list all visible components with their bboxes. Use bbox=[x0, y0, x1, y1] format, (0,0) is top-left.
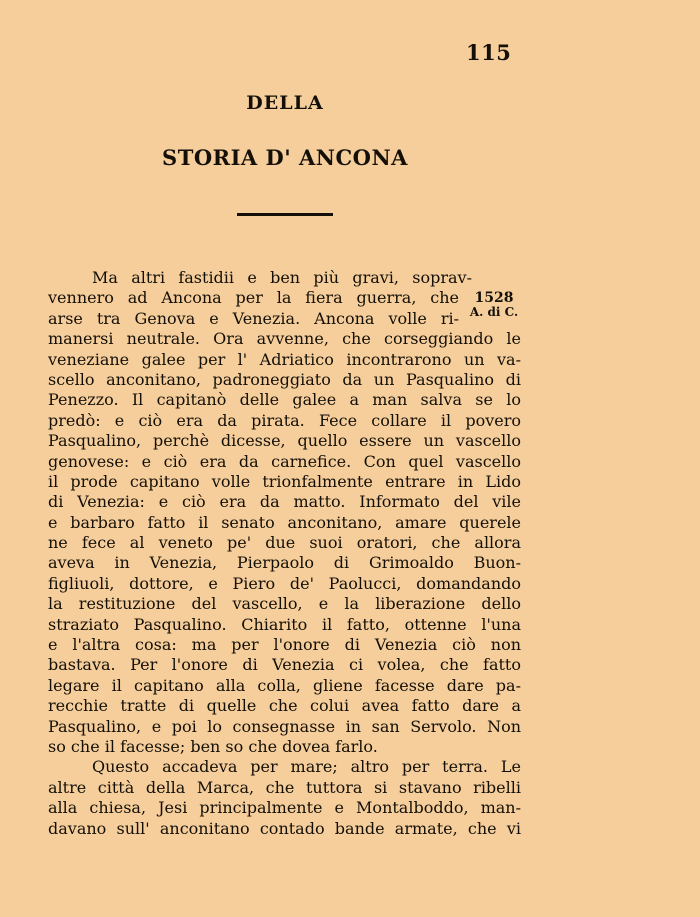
text-line: arse tra Genova e Venezia. Ancona volle ri- bbox=[48, 308, 459, 328]
text-line: Pasqualino, e poi lo consegnasse in san Servolo. Non bbox=[48, 716, 521, 736]
text-line: predò: e ciò era da pirata. Fece collare il povero bbox=[48, 410, 521, 430]
text-line: recchie tratte di quelle che colui avea fatto dare a bbox=[48, 696, 521, 716]
text-line: legare il capitano alla colla, gliene facesse dare pa- bbox=[48, 675, 521, 695]
title-rule bbox=[237, 213, 333, 216]
text-line: Pasqualino, perchè dicesse, quello essere un vascello bbox=[48, 431, 521, 451]
text-line: la restituzione del vascello, e la liberazione dello bbox=[48, 594, 521, 614]
text-line: ne fece al veneto pe' due suoi oratori, che allora bbox=[48, 533, 521, 553]
text-line: Penezzo. Il capitanò delle galee a man salva se lo bbox=[48, 390, 521, 410]
text-line: straziato Pasqualino. Chiarito il fatto, ottenne l'una bbox=[48, 614, 521, 634]
text-line: di Venezia: e ciò era da matto. Informato del vile bbox=[48, 492, 521, 512]
margin-note-era: A. di C. bbox=[469, 305, 519, 319]
body-text bbox=[48, 268, 521, 839]
text-line: Ma altri fastidii e ben più gravi, soprav- bbox=[92, 268, 472, 287]
text-line: genovese: e ciò era da carnefice. Con quel vascello bbox=[48, 451, 521, 471]
page-number: 115 bbox=[466, 40, 512, 65]
text-line: manersi neutrale. Ora avvenne, che corseggiando le bbox=[48, 329, 521, 349]
text-line: scello anconitano, padroneggiato da un Pasqualino di bbox=[48, 369, 521, 389]
text-line: davano sull' anconitano contado bande armate, che vi bbox=[48, 818, 521, 838]
text-line: veneziane galee per l' Adriatico incontrarono un va- bbox=[48, 349, 521, 369]
text-line: Questo accadeva per mare; altro per terra. Le bbox=[92, 757, 521, 777]
text-line: alla chiesa, Jesi principalmente e Montalboddo, man- bbox=[48, 798, 521, 818]
text-line: vennero ad Ancona per la fiera guerra, che bbox=[48, 288, 459, 308]
text-line: aveva in Venezia, Pierpaolo di Grimoaldo Buon- bbox=[48, 553, 521, 573]
text-line: bastava. Per l'onore di Venezia ci volea, che fatto bbox=[48, 655, 521, 675]
text-line: figliuoli, dottore, e Piero de' Paolucci, domandando bbox=[48, 573, 521, 593]
margin-note-year: 1528 bbox=[474, 290, 514, 306]
text-line: e barbaro fatto il senato anconitano, amare querele bbox=[48, 512, 521, 532]
page-title: STORIA D' ANCONA bbox=[162, 145, 408, 170]
text-line: altre città della Marca, che tuttora si stavano ribelli bbox=[48, 777, 521, 797]
text-line: e l'altra cosa: ma per l'onore di Venezia ciò non bbox=[48, 635, 521, 655]
text-line: il prode capitano volle trionfalmente entrare in Lido bbox=[48, 471, 521, 491]
heading-della: DELLA bbox=[246, 92, 324, 114]
text-line: so che il facesse; ben so che dovea farlo. bbox=[48, 736, 378, 756]
